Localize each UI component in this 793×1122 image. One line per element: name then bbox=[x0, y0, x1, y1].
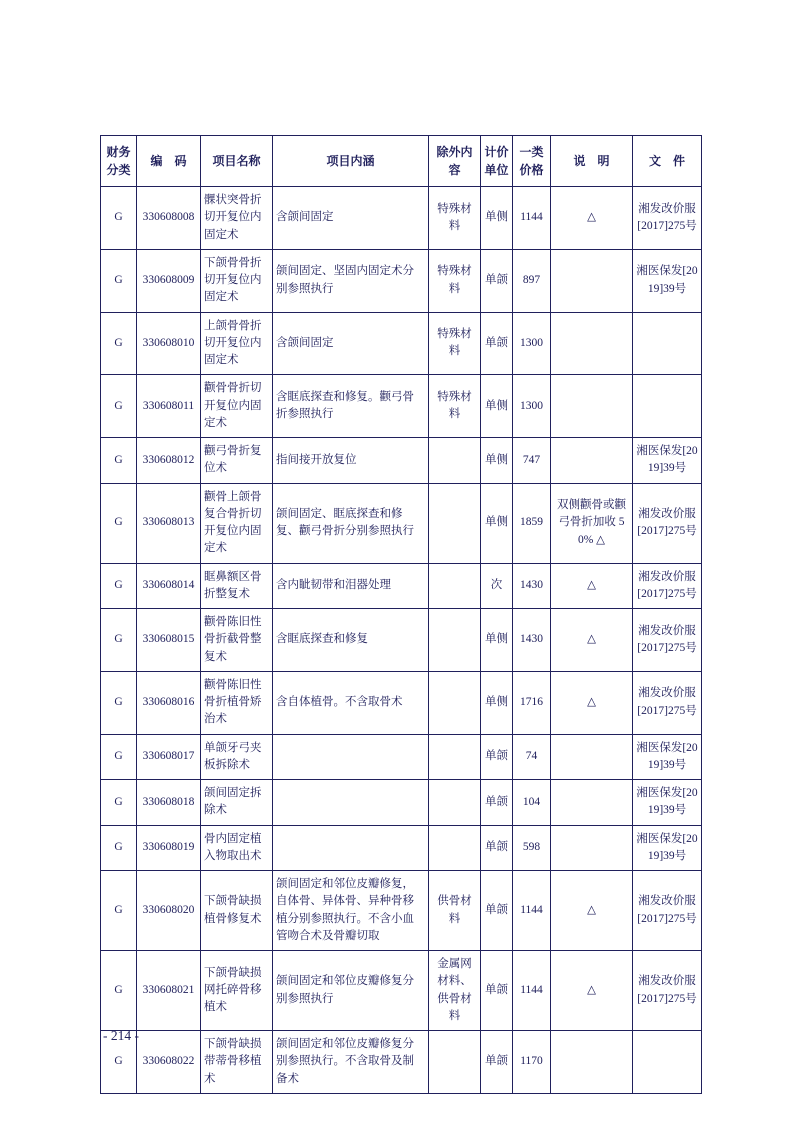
table-row bbox=[101, 734, 702, 780]
cell-finance-category: G bbox=[101, 780, 137, 826]
column-header-item-name: 项目名称 bbox=[201, 136, 273, 187]
cell-exclusions: 特殊材料 bbox=[429, 187, 481, 250]
cell-finance-category: G bbox=[101, 563, 137, 609]
cell-item-content: 颌间固定和邻位皮瓣修复分别参照执行。不含取骨及制备术 bbox=[273, 1031, 429, 1094]
cell-class1-price: 1300 bbox=[513, 312, 551, 375]
cell-document: 湘发改价服[2017]275号 bbox=[633, 609, 702, 672]
cell-document: 湘医保发[2019]39号 bbox=[633, 780, 702, 826]
cell-item-content: 含眶底探查和修复 bbox=[273, 609, 429, 672]
cell-class1-price: 1300 bbox=[513, 375, 551, 438]
table-row bbox=[101, 563, 702, 609]
cell-pricing-unit: 单颌 bbox=[481, 871, 513, 951]
cell-notes bbox=[551, 249, 633, 312]
cell-item-name: 眶鼻额区骨折整复术 bbox=[201, 563, 273, 609]
cell-notes: △ bbox=[551, 871, 633, 951]
cell-class1-price: 1170 bbox=[513, 1031, 551, 1094]
cell-exclusions: 金属网材料、供骨材料 bbox=[429, 951, 481, 1031]
cell-pricing-unit: 单侧 bbox=[481, 609, 513, 672]
cell-exclusions: 特殊材料 bbox=[429, 249, 481, 312]
table-row bbox=[101, 825, 702, 871]
cell-pricing-unit: 单颌 bbox=[481, 312, 513, 375]
cell-code: 330608009 bbox=[137, 249, 201, 312]
page-number: - 214 - bbox=[103, 1028, 139, 1043]
price-table-container bbox=[100, 135, 701, 1094]
cell-document: 湘发改价服[2017]275号 bbox=[633, 871, 702, 951]
cell-item-name: 颌间固定拆除术 bbox=[201, 780, 273, 826]
cell-finance-category: G bbox=[101, 825, 137, 871]
cell-notes: △ bbox=[551, 951, 633, 1031]
cell-class1-price: 104 bbox=[513, 780, 551, 826]
table-body bbox=[101, 187, 702, 1094]
cell-item-content bbox=[273, 780, 429, 826]
cell-code: 330608016 bbox=[137, 671, 201, 734]
cell-pricing-unit: 次 bbox=[481, 563, 513, 609]
table-row bbox=[101, 249, 702, 312]
cell-item-content: 颌间固定、坚固内固定术分别参照执行 bbox=[273, 249, 429, 312]
cell-document: 湘医保发[2019]39号 bbox=[633, 438, 702, 484]
cell-code: 330608008 bbox=[137, 187, 201, 250]
cell-notes: △ bbox=[551, 671, 633, 734]
cell-notes: △ bbox=[551, 609, 633, 672]
cell-code: 330608017 bbox=[137, 734, 201, 780]
cell-code: 330608010 bbox=[137, 312, 201, 375]
cell-item-content: 含颌间固定 bbox=[273, 187, 429, 250]
table-row bbox=[101, 483, 702, 563]
cell-class1-price: 1144 bbox=[513, 871, 551, 951]
column-header-class1-price: 一类价格 bbox=[513, 136, 551, 187]
column-header-exclusions: 除外内容 bbox=[429, 136, 481, 187]
cell-finance-category: G bbox=[101, 609, 137, 672]
cell-notes bbox=[551, 825, 633, 871]
cell-item-content bbox=[273, 734, 429, 780]
cell-finance-category: G bbox=[101, 312, 137, 375]
cell-item-name: 颧骨陈旧性骨折植骨矫治术 bbox=[201, 671, 273, 734]
column-header-notes: 说 明 bbox=[551, 136, 633, 187]
cell-pricing-unit: 单颌 bbox=[481, 249, 513, 312]
table-row bbox=[101, 780, 702, 826]
cell-finance-category: G bbox=[101, 671, 137, 734]
cell-item-content: 含眶底探查和修复。颧弓骨折参照执行 bbox=[273, 375, 429, 438]
cell-pricing-unit: 单颌 bbox=[481, 734, 513, 780]
cell-finance-category: G bbox=[101, 483, 137, 563]
table-head-row bbox=[101, 136, 702, 187]
cell-exclusions bbox=[429, 563, 481, 609]
cell-item-name: 颧骨上颌骨复合骨折切开复位内固定术 bbox=[201, 483, 273, 563]
cell-item-name: 颧骨陈旧性骨折截骨整复术 bbox=[201, 609, 273, 672]
cell-code: 330608013 bbox=[137, 483, 201, 563]
cell-document: 湘发改价服[2017]275号 bbox=[633, 187, 702, 250]
cell-notes bbox=[551, 734, 633, 780]
cell-class1-price: 1716 bbox=[513, 671, 551, 734]
cell-code: 330608020 bbox=[137, 871, 201, 951]
cell-document: 湘发改价服[2017]275号 bbox=[633, 563, 702, 609]
table-row bbox=[101, 671, 702, 734]
table-row bbox=[101, 312, 702, 375]
cell-code: 330608011 bbox=[137, 375, 201, 438]
table-row bbox=[101, 375, 702, 438]
column-header-item-content: 项目内涵 bbox=[273, 136, 429, 187]
cell-pricing-unit: 单颌 bbox=[481, 825, 513, 871]
cell-pricing-unit: 单颌 bbox=[481, 780, 513, 826]
cell-class1-price: 74 bbox=[513, 734, 551, 780]
cell-item-name: 颧骨骨折切开复位内固定术 bbox=[201, 375, 273, 438]
cell-exclusions bbox=[429, 780, 481, 826]
cell-class1-price: 1859 bbox=[513, 483, 551, 563]
cell-exclusions bbox=[429, 1031, 481, 1094]
cell-finance-category: G bbox=[101, 375, 137, 438]
cell-item-content: 颌间固定和邻位皮瓣修复分别参照执行 bbox=[273, 951, 429, 1031]
table-head bbox=[101, 136, 702, 187]
cell-code: 330608021 bbox=[137, 951, 201, 1031]
cell-class1-price: 747 bbox=[513, 438, 551, 484]
cell-document: 湘发改价服[2017]275号 bbox=[633, 483, 702, 563]
cell-item-name: 髁状突骨折切开复位内固定术 bbox=[201, 187, 273, 250]
cell-item-content: 含自体植骨。不含取骨术 bbox=[273, 671, 429, 734]
cell-item-name: 下颌骨缺损植骨修复术 bbox=[201, 871, 273, 951]
cell-document: 湘医保发[2019]39号 bbox=[633, 734, 702, 780]
cell-finance-category: G bbox=[101, 951, 137, 1031]
cell-exclusions bbox=[429, 438, 481, 484]
cell-item-name: 上颌骨骨折切开复位内固定术 bbox=[201, 312, 273, 375]
cell-item-content bbox=[273, 825, 429, 871]
cell-class1-price: 1144 bbox=[513, 951, 551, 1031]
table-row bbox=[101, 1031, 702, 1094]
cell-code: 330608015 bbox=[137, 609, 201, 672]
cell-item-content: 颌间固定和邻位皮瓣修复，自体骨、异体骨、异种骨移植分别参照执行。不含小血管吻合术及骨瓣切取 bbox=[273, 871, 429, 951]
cell-item-name: 颧弓骨折复位术 bbox=[201, 438, 273, 484]
cell-notes bbox=[551, 312, 633, 375]
cell-notes bbox=[551, 375, 633, 438]
medical-price-table bbox=[100, 135, 702, 1094]
cell-class1-price: 598 bbox=[513, 825, 551, 871]
cell-item-name: 下颌骨缺损网托碎骨移植术 bbox=[201, 951, 273, 1031]
table-row bbox=[101, 438, 702, 484]
column-header-document: 文 件 bbox=[633, 136, 702, 187]
cell-finance-category: G bbox=[101, 187, 137, 250]
cell-finance-category: G bbox=[101, 249, 137, 312]
cell-item-name: 骨内固定植入物取出术 bbox=[201, 825, 273, 871]
table-row bbox=[101, 187, 702, 250]
cell-item-name: 下颌骨缺损带蒂骨移植术 bbox=[201, 1031, 273, 1094]
cell-finance-category: G bbox=[101, 871, 137, 951]
cell-exclusions bbox=[429, 483, 481, 563]
cell-exclusions: 特殊材料 bbox=[429, 312, 481, 375]
cell-document bbox=[633, 1031, 702, 1094]
cell-pricing-unit: 单颌 bbox=[481, 1031, 513, 1094]
cell-notes bbox=[551, 1031, 633, 1094]
cell-code: 330608012 bbox=[137, 438, 201, 484]
cell-class1-price: 897 bbox=[513, 249, 551, 312]
cell-finance-category: G bbox=[101, 734, 137, 780]
cell-class1-price: 1144 bbox=[513, 187, 551, 250]
cell-document bbox=[633, 375, 702, 438]
cell-pricing-unit: 单侧 bbox=[481, 483, 513, 563]
cell-item-content: 指间接开放复位 bbox=[273, 438, 429, 484]
table-row bbox=[101, 871, 702, 951]
cell-item-name: 下颌骨骨折切开复位内固定术 bbox=[201, 249, 273, 312]
cell-document: 湘医保发[2019]39号 bbox=[633, 249, 702, 312]
cell-document: 湘医保发[2019]39号 bbox=[633, 825, 702, 871]
cell-item-content: 含颌间固定 bbox=[273, 312, 429, 375]
cell-pricing-unit: 单侧 bbox=[481, 438, 513, 484]
cell-code: 330608018 bbox=[137, 780, 201, 826]
cell-pricing-unit: 单侧 bbox=[481, 187, 513, 250]
column-header-pricing-unit: 计价单位 bbox=[481, 136, 513, 187]
cell-finance-category: G bbox=[101, 1031, 137, 1094]
cell-notes: △ bbox=[551, 563, 633, 609]
cell-item-content: 含内眦韧带和泪器处理 bbox=[273, 563, 429, 609]
cell-notes: 双侧颧骨或颧弓骨折加收 50% △ bbox=[551, 483, 633, 563]
cell-notes: △ bbox=[551, 187, 633, 250]
cell-notes bbox=[551, 780, 633, 826]
column-header-finance-category: 财务分类 bbox=[101, 136, 137, 187]
cell-item-content: 颌间固定、眶底探查和修复、颧弓骨折分别参照执行 bbox=[273, 483, 429, 563]
cell-notes bbox=[551, 438, 633, 484]
cell-class1-price: 1430 bbox=[513, 563, 551, 609]
cell-finance-category: G bbox=[101, 438, 137, 484]
cell-code: 330608014 bbox=[137, 563, 201, 609]
cell-code: 330608022 bbox=[137, 1031, 201, 1094]
cell-exclusions bbox=[429, 609, 481, 672]
cell-exclusions bbox=[429, 734, 481, 780]
table-row bbox=[101, 609, 702, 672]
cell-document: 湘发改价服[2017]275号 bbox=[633, 951, 702, 1031]
cell-document: 湘发改价服[2017]275号 bbox=[633, 671, 702, 734]
cell-document bbox=[633, 312, 702, 375]
cell-class1-price: 1430 bbox=[513, 609, 551, 672]
table-row bbox=[101, 951, 702, 1031]
cell-pricing-unit: 单侧 bbox=[481, 375, 513, 438]
cell-code: 330608019 bbox=[137, 825, 201, 871]
column-header-code: 编 码 bbox=[137, 136, 201, 187]
cell-item-name: 单颌牙弓夹板拆除术 bbox=[201, 734, 273, 780]
cell-pricing-unit: 单侧 bbox=[481, 671, 513, 734]
cell-exclusions: 供骨材料 bbox=[429, 871, 481, 951]
cell-exclusions bbox=[429, 825, 481, 871]
cell-exclusions bbox=[429, 671, 481, 734]
cell-pricing-unit: 单颌 bbox=[481, 951, 513, 1031]
cell-exclusions: 特殊材料 bbox=[429, 375, 481, 438]
